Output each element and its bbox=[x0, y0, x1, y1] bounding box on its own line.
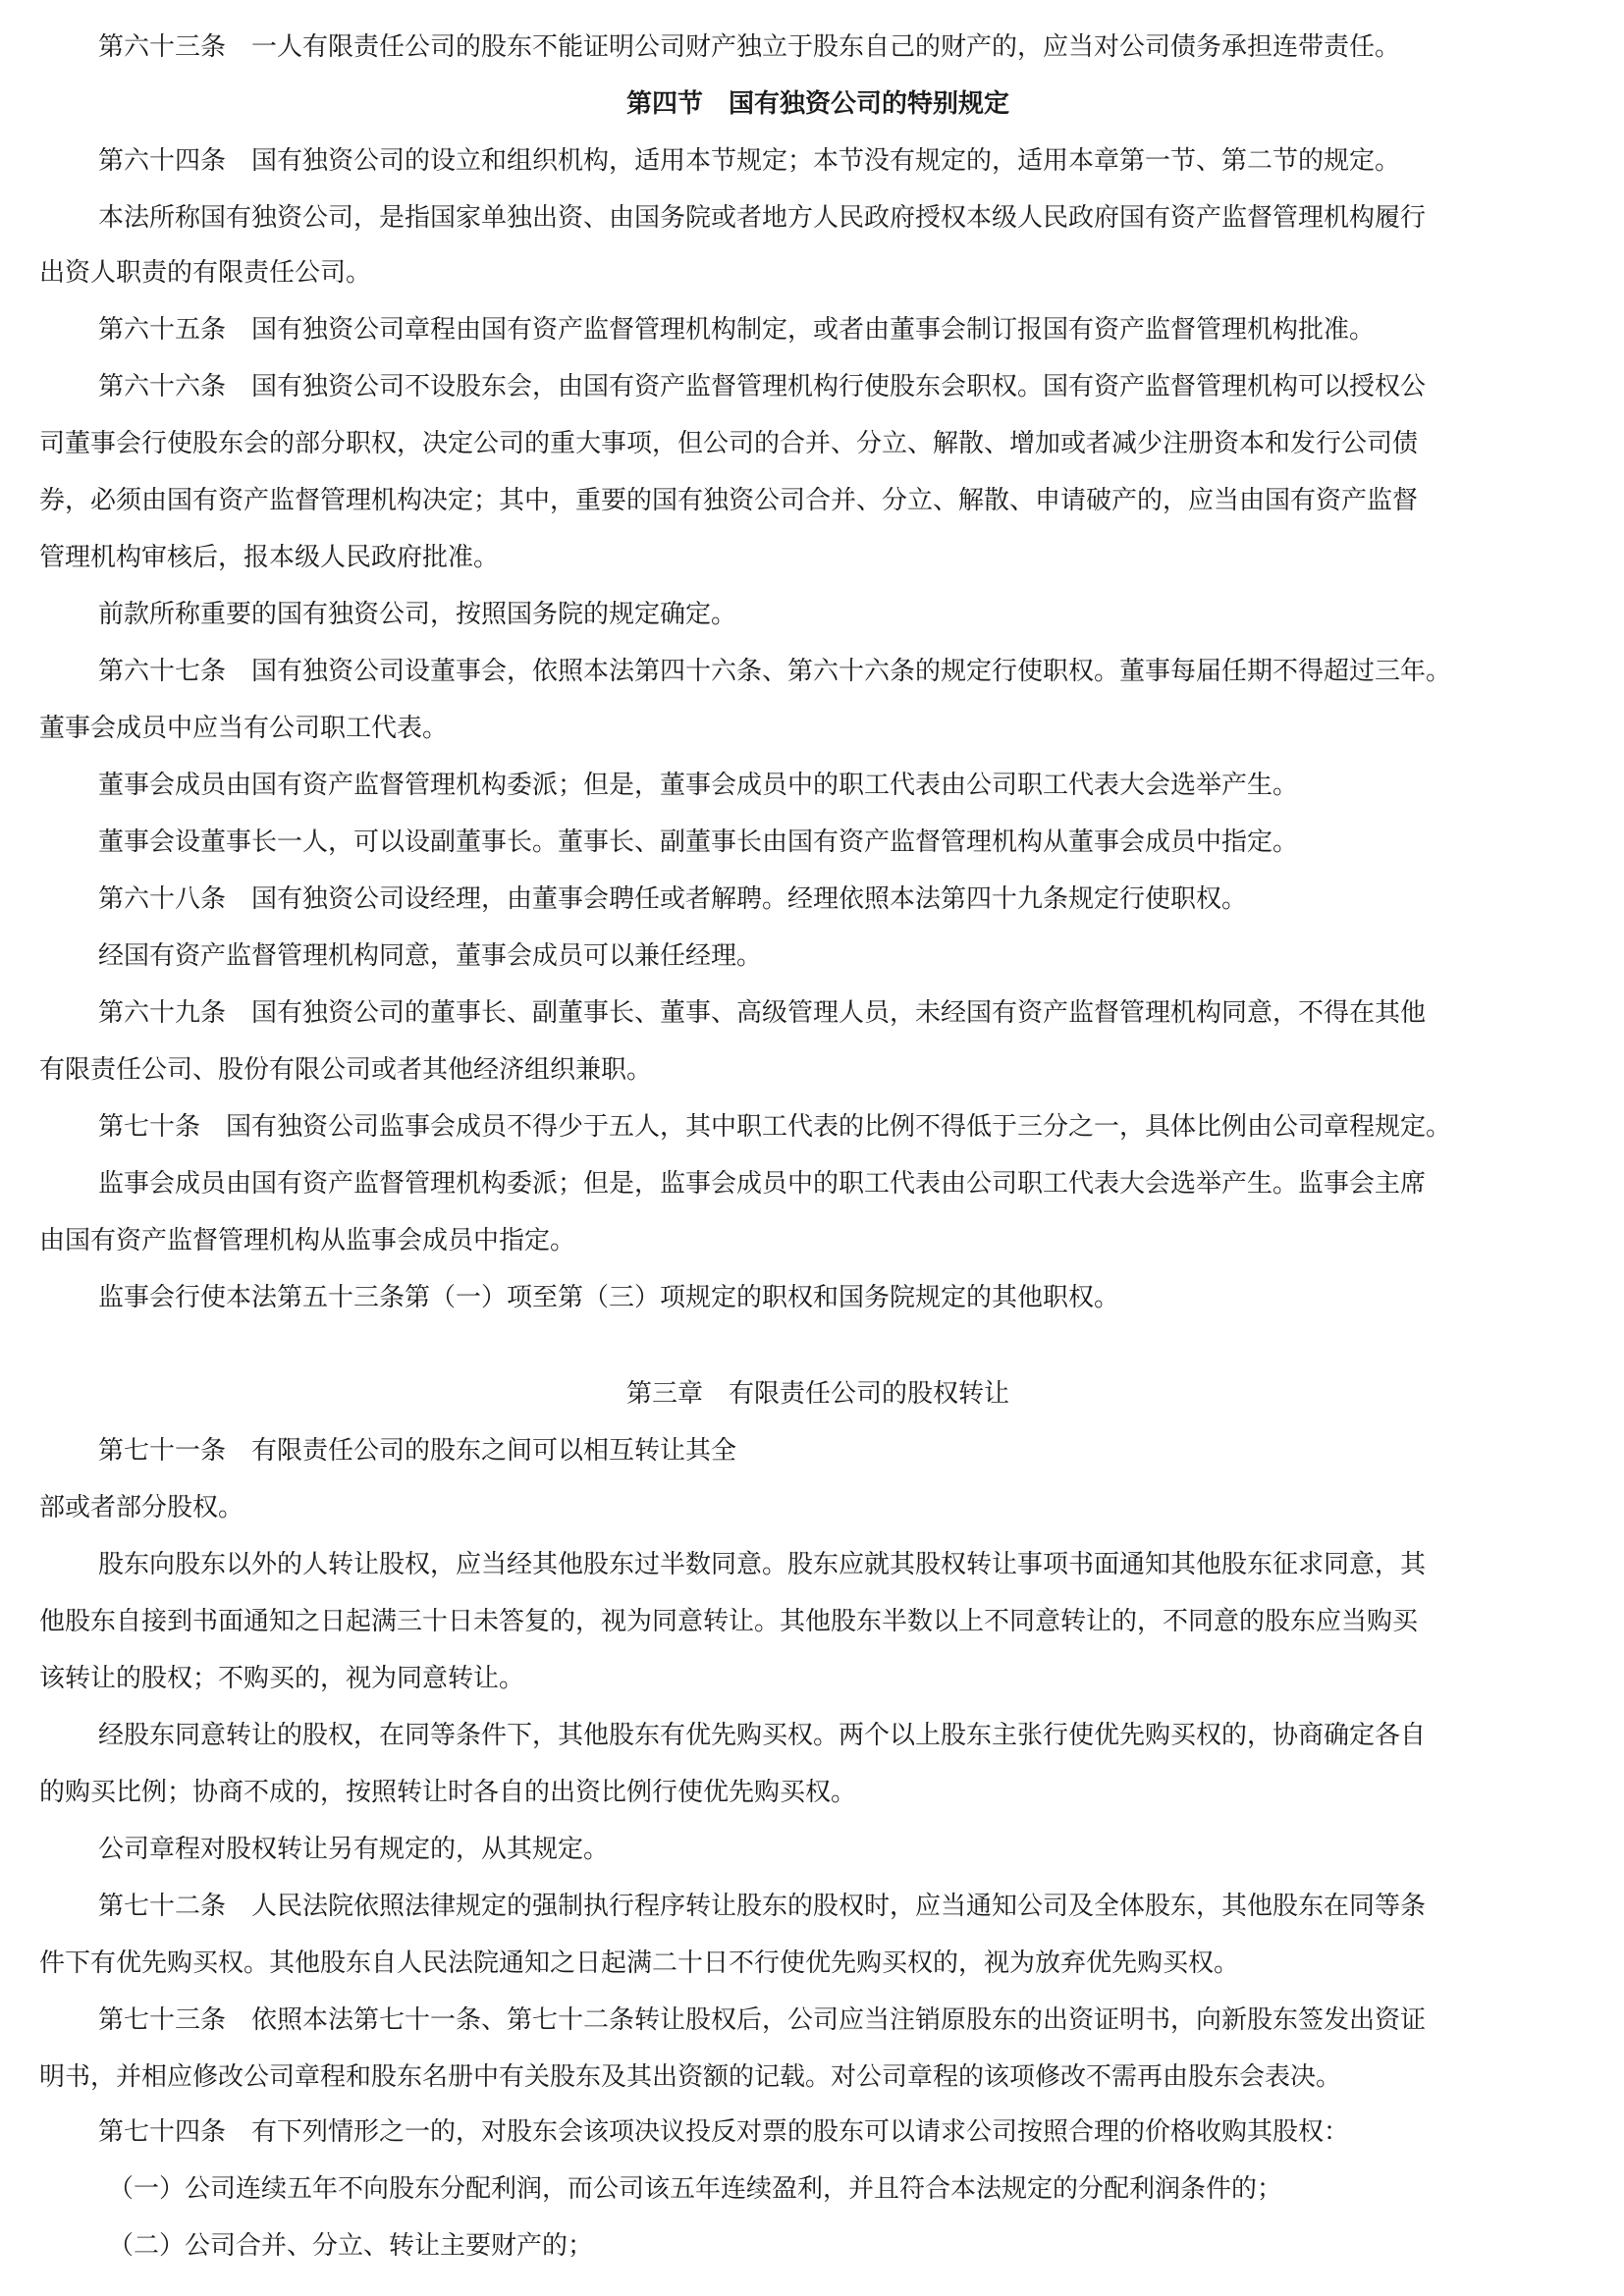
chapter-heading: 第三章 有限责任公司的股权转让 bbox=[625, 1379, 1009, 1409]
paragraph-line: 的购买比例；协商不成的，按照转让时各自的出资比例行使优先购买权。 bbox=[39, 1778, 857, 1807]
paragraph-line: 出资人职责的有限责任公司。 bbox=[39, 258, 372, 288]
paragraph-line: 监事会成员由国有资产监督管理机构委派；但是，监事会成员中的职工代表由公司职工代表大会选举产生。监事会主席 bbox=[98, 1169, 1427, 1199]
paragraph-line: 监事会行使本法第五十三条第（一）项至第（三）项规定的职权和国务院规定的其他职权。 bbox=[98, 1283, 1120, 1312]
paragraph-line: 他股东自接到书面通知之日起满三十日未答复的，视为同意转让。其他股东半数以上不同意转让的，不同意的股东应当购买 bbox=[39, 1607, 1419, 1636]
paragraph-line: 公司章程对股权转让另有规定的，从其规定。 bbox=[98, 1835, 610, 1864]
paragraph-line: 部或者部分股权。 bbox=[39, 1493, 244, 1522]
paragraph-line: 第六十八条 国有独资公司设经理，由董事会聘任或者解聘。经理依照本法第四十九条规定行使职权。 bbox=[98, 884, 1248, 914]
paragraph-line: 经国有资产监督管理机构同意，董事会成员可以兼任经理。 bbox=[98, 941, 763, 971]
paragraph-line: 第七十条 国有独资公司监事会成员不得少于五人，其中职工代表的比例不得低于三分之一，具体比例由公司章程规定。 bbox=[98, 1112, 1452, 1142]
paragraph-line: 司董事会行使股东会的部分职权，决定公司的重大事项，但公司的合并、分立、解散、增加或者减少注册资本和发行公司债 bbox=[39, 429, 1419, 458]
paragraph-line: 件下有优先购买权。其他股东自人民法院通知之日起满二十日不行使优先购买权的，视为放弃优先购买权。 bbox=[39, 1949, 1240, 1978]
paragraph-line: 管理机构审核后，报本级人民政府批准。 bbox=[39, 543, 500, 572]
list-item: （二）公司合并、分立、转让主要财产的； bbox=[108, 2231, 594, 2261]
list-item: （一）公司连续五年不向股东分配利润，而公司该五年连续盈利，并且符合本法规定的分配利润条件的； bbox=[108, 2174, 1283, 2204]
paragraph-line: 第七十一条 有限责任公司的股东之间可以相互转让其全 bbox=[98, 1436, 737, 1466]
paragraph-line: 董事会成员由国有资产监督管理机构委派；但是，董事会成员中的职工代表由公司职工代表大会选举产生。 bbox=[98, 771, 1299, 800]
paragraph-line: 第六十三条 一人有限责任公司的股东不能证明公司财产独立于股东自己的财产的，应当对公司债务承担连带责任。 bbox=[98, 32, 1401, 62]
paragraph-line: 董事会设董事长一人，可以设副董事长。董事长、副董事长由国有资产监督管理机构从董事会成员中指定。 bbox=[98, 828, 1299, 857]
paragraph-line: 本法所称国有独资公司，是指国家单独出资、由国务院或者地方人民政府授权本级人民政府国有资产监督管理机构履行 bbox=[98, 203, 1427, 233]
paragraph-line: 券，必须由国有资产监督管理机构决定；其中，重要的国有独资公司合并、分立、解散、申请破产的，应当由国有资产监督 bbox=[39, 486, 1419, 515]
section-heading: 第四节 国有独资公司的特别规定 bbox=[625, 89, 1009, 119]
paragraph-line: 第六十七条 国有独资公司设董事会，依照本法第四十六条、第六十六条的规定行使职权。董事每届任期不得超过三年。 bbox=[98, 657, 1452, 686]
paragraph-line: 第七十四条 有下列情形之一的，对股东会该项决议投反对票的股东可以请求公司按照合理的价格收购其股权： bbox=[98, 2117, 1350, 2147]
paragraph-line: 股东向股东以外的人转让股权，应当经其他股东过半数同意。股东应就其股权转让事项书面通知其他股东征求同意，其 bbox=[98, 1550, 1427, 1579]
paragraph-line: 有限责任公司、股份有限公司或者其他经济组织兼职。 bbox=[39, 1055, 653, 1085]
paragraph-line: 第六十六条 国有独资公司不设股东会，由国有资产监督管理机构行使股东会职权。国有资产监督管理机构可以授权公 bbox=[98, 372, 1427, 401]
paragraph-line: 由国有资产监督管理机构从监事会成员中指定。 bbox=[39, 1226, 576, 1255]
paragraph-line: 该转让的股权；不购买的，视为同意转让。 bbox=[39, 1664, 525, 1693]
paragraph-line: 第六十四条 国有独资公司的设立和组织机构，适用本节规定；本节没有规定的，适用本章第一节、第二节的规定。 bbox=[98, 146, 1401, 176]
paragraph-line: 第六十九条 国有独资公司的董事长、副董事长、董事、高级管理人员，未经国有资产监督管理机构同意，不得在其他 bbox=[98, 998, 1427, 1028]
paragraph-line: 董事会成员中应当有公司职工代表。 bbox=[39, 714, 449, 743]
paragraph-line: 经股东同意转让的股权，在同等条件下，其他股东有优先购买权。两个以上股东主张行使优先购买权的，协商确定各自 bbox=[98, 1721, 1427, 1750]
paragraph-line: 第六十五条 国有独资公司章程由国有资产监督管理机构制定，或者由董事会制订报国有资产监督管理机构批准。 bbox=[98, 315, 1376, 345]
paragraph-line: 第七十三条 依照本法第七十一条、第七十二条转让股权后，公司应当注销原股东的出资证明书，向新股东签发出资证 bbox=[98, 2005, 1427, 2035]
paragraph-line: 前款所称重要的国有独资公司，按照国务院的规定确定。 bbox=[98, 600, 737, 629]
paragraph-line: 第七十二条 人民法院依照法律规定的强制执行程序转让股东的股权时，应当通知公司及全体股东，其他股东在同等条 bbox=[98, 1892, 1427, 1921]
paragraph-line: 明书，并相应修改公司章程和股东名册中有关股东及其出资额的记载。对公司章程的该项修改不需再由股东会表决。 bbox=[39, 2062, 1342, 2092]
